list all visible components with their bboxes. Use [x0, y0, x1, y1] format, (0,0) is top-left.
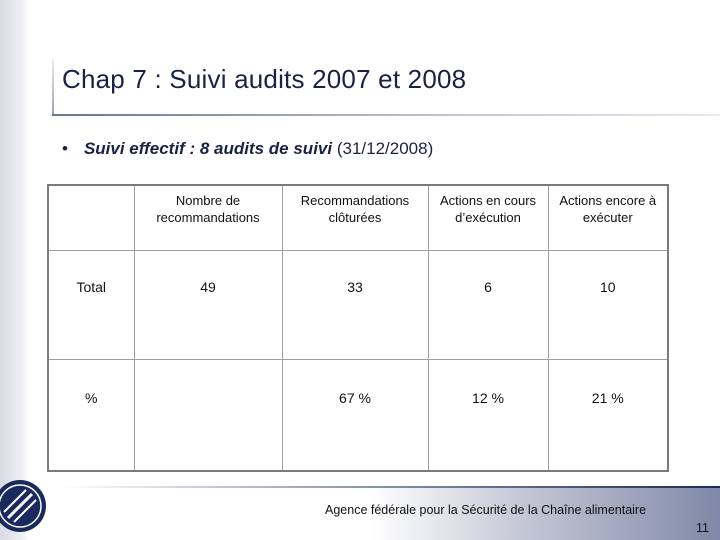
bullet-emphasis: Suivi effectif : 8 audits de suivi: [83, 139, 333, 158]
footer-agency-name: Agence fédérale pour la Sécurité de la Chaîne alimentaire: [325, 503, 647, 517]
bullet-symbol: •: [62, 139, 68, 158]
table-cell: 10: [548, 251, 668, 360]
title-rule: [52, 114, 720, 116]
table-cell: 12 %: [428, 360, 548, 472]
table-cell: 67 %: [282, 360, 428, 472]
table-header-cell: [48, 185, 134, 251]
slide-title: Chap 7 : Suivi audits 2007 et 2008: [62, 64, 467, 94]
table-header-cell: Actions en cours d’exécution: [428, 185, 548, 251]
table-header-cell: Nombre de recommandations: [134, 185, 282, 251]
footer-rule: [62, 486, 720, 488]
agency-logo-icon: [0, 478, 52, 540]
row-label: %: [48, 360, 134, 472]
left-decor-strip: [0, 0, 30, 540]
table-cell: 6: [428, 251, 548, 360]
table-header-cell: Actions encore à exécuter: [548, 185, 668, 251]
table-header-row: [48, 185, 668, 251]
table-cell: [134, 360, 282, 472]
audit-table: [47, 184, 669, 472]
table-cell: 49: [134, 251, 282, 360]
table-cell: 33: [282, 251, 428, 360]
page-number: 11: [696, 521, 709, 535]
bullet-item: [62, 139, 433, 159]
row-label: Total: [48, 251, 134, 360]
table-header-cell: Recommandations clôturées: [282, 185, 428, 251]
bullet-date: (31/12/2008): [336, 139, 434, 158]
table-row-total: [48, 251, 668, 360]
title-rule-vertical: [52, 60, 54, 116]
table-cell: 21 %: [548, 360, 668, 472]
table-row-percent: [48, 360, 668, 472]
